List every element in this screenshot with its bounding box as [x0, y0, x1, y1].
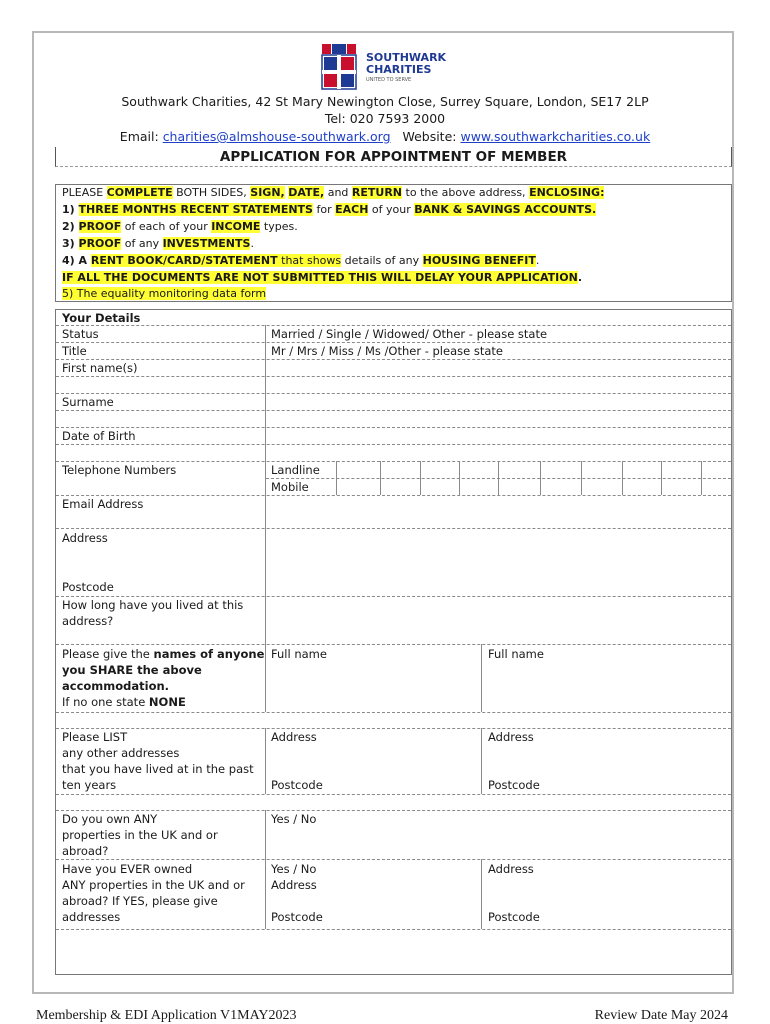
ever-owned-postcode-2[interactable]: Postcode [488, 910, 540, 924]
email-address-label: Email Address [62, 497, 144, 511]
ever-owned-postcode-1[interactable]: Postcode [271, 910, 323, 924]
surname-label: Surname [62, 395, 114, 409]
instruction-line-7: 5) The equality monitoring data form [62, 287, 267, 300]
ever-owned-address-1[interactable]: Address [271, 878, 317, 892]
instruction-line-2: 1) THREE MONTHS RECENT STATEMENTS for EACH of your BANK & SAVINGS ACCOUNTS. [62, 203, 597, 216]
title-options[interactable]: Mr / Mrs / Miss / Ms /Other - please state [271, 344, 503, 358]
column-divider [481, 859, 482, 929]
instruction-line-6: IF ALL THE DOCUMENTS ARE NOT SUBMITTED THIS WILL DELAY YOUR APPLICATION. [62, 271, 582, 284]
ever-owned-yes-no[interactable]: Yes / No [271, 862, 317, 876]
southwark-charities-logo [320, 44, 450, 92]
ever-owned-address-2[interactable]: Address [488, 862, 534, 876]
date-of-birth-field[interactable] [266, 428, 731, 444]
previous-postcode-2[interactable]: Postcode [488, 778, 540, 792]
how-long-lived-field[interactable] [266, 597, 731, 644]
email-label: Email: [119, 129, 159, 144]
row-divider [56, 444, 731, 445]
address-field[interactable] [266, 529, 731, 596]
share-label-line3: accommodation. [62, 679, 170, 693]
list-label-line4: ten years [62, 778, 117, 792]
row-divider [56, 859, 731, 860]
form-title: APPLICATION FOR APPOINTMENT OF MEMBER [55, 147, 732, 167]
column-divider [481, 644, 482, 712]
previous-postcode-1[interactable]: Postcode [271, 778, 323, 792]
column-divider [265, 728, 266, 794]
org-telephone: Tel: 020 7593 2000 [324, 111, 446, 126]
title-label: Title [62, 344, 87, 358]
full-name-label-1[interactable]: Full name [271, 647, 327, 661]
share-label-line4: If no one state NONE [62, 695, 186, 709]
row-divider [56, 410, 731, 411]
first-name-label: First name(s) [62, 361, 138, 375]
how-long-label-line2: address? [62, 614, 114, 628]
previous-address-1[interactable]: Address [271, 730, 317, 744]
own-property-yes-no[interactable]: Yes / No [271, 812, 317, 826]
website-label: Website: [402, 129, 457, 144]
your-details-form [55, 309, 732, 975]
logo-name-line2: CHARITIES [366, 63, 432, 76]
logo-name-line1: SOUTHWARK [366, 51, 447, 64]
list-label-line2: any other addresses [62, 746, 180, 760]
ever-owned-label-line1: Have you EVER owned [62, 862, 193, 876]
ever-owned-label-line2: ANY properties in the UK and or [62, 878, 245, 892]
org-contact-line [40, 129, 730, 144]
list-label-line1: Please LIST [62, 730, 128, 744]
instructions-box [55, 184, 732, 302]
org-address: Southwark Charities, 42 St Mary Newington Close, Surrey Square, London, SE17 2LP [121, 94, 649, 109]
surname-field[interactable] [266, 394, 731, 410]
email-link[interactable]: charities@almshouse-southwark.org [162, 129, 391, 144]
row-divider [56, 376, 731, 377]
own-label-line1: Do you own ANY [62, 812, 158, 826]
column-divider [481, 728, 482, 794]
instruction-line-1: PLEASE COMPLETE BOTH SIDES, SIGN, DATE, and RETURN to the above address, ENCLOSING: [62, 186, 605, 199]
row-divider [56, 929, 731, 930]
footer-review-date: Review Date May 2024 [594, 1008, 728, 1023]
status-options[interactable]: Married / Single / Widowed/ Other - please state [271, 327, 548, 341]
address-label: Address [62, 531, 108, 545]
first-name-field[interactable] [266, 360, 731, 376]
email-address-field[interactable] [266, 496, 731, 528]
status-label: Status [62, 327, 99, 341]
previous-address-2[interactable]: Address [488, 730, 534, 744]
own-label-line2: properties in the UK and or [62, 828, 218, 842]
mobile-field[interactable] [337, 479, 731, 495]
row-divider [56, 712, 731, 713]
row-divider [56, 644, 731, 645]
telephone-label: Telephone Numbers [62, 463, 177, 477]
section-heading: Your Details [62, 311, 141, 325]
date-of-birth-label: Date of Birth [62, 429, 136, 443]
ever-owned-label-line4: addresses [62, 910, 121, 924]
instruction-line-3: 2) PROOF of each of your INCOME types. [62, 220, 298, 233]
column-divider [265, 810, 266, 929]
postcode-label: Postcode [62, 580, 114, 594]
list-label-line3: that you have lived at in the past [62, 762, 254, 776]
mobile-label: Mobile [271, 480, 309, 494]
footer-version: Membership & EDI Application V1MAY2023 [36, 1008, 297, 1023]
logo-tagline: UNITED TO SERVE [366, 77, 412, 83]
full-name-label-2[interactable]: Full name [488, 647, 544, 661]
instruction-line-5: 4) A RENT BOOK/CARD/STATEMENT that shows details of any HOUSING BENEFIT. [62, 254, 540, 267]
landline-label: Landline [271, 463, 320, 477]
ever-owned-label-line3: abroad? If YES, please give [62, 894, 218, 908]
landline-field[interactable] [337, 462, 731, 478]
own-label-line3: abroad? [62, 844, 109, 858]
how-long-label-line1: How long have you lived at this [62, 598, 244, 612]
row-divider [56, 794, 731, 795]
row-divider [56, 810, 731, 811]
share-label-line1: Please give the names of anyone [62, 647, 265, 661]
instruction-line-4: 3) PROOF of any INVESTMENTS. [62, 237, 254, 250]
share-label-line2: you SHARE the above [62, 663, 202, 677]
website-link[interactable]: www.southwarkcharities.co.uk [460, 129, 651, 144]
row-divider [56, 728, 731, 729]
